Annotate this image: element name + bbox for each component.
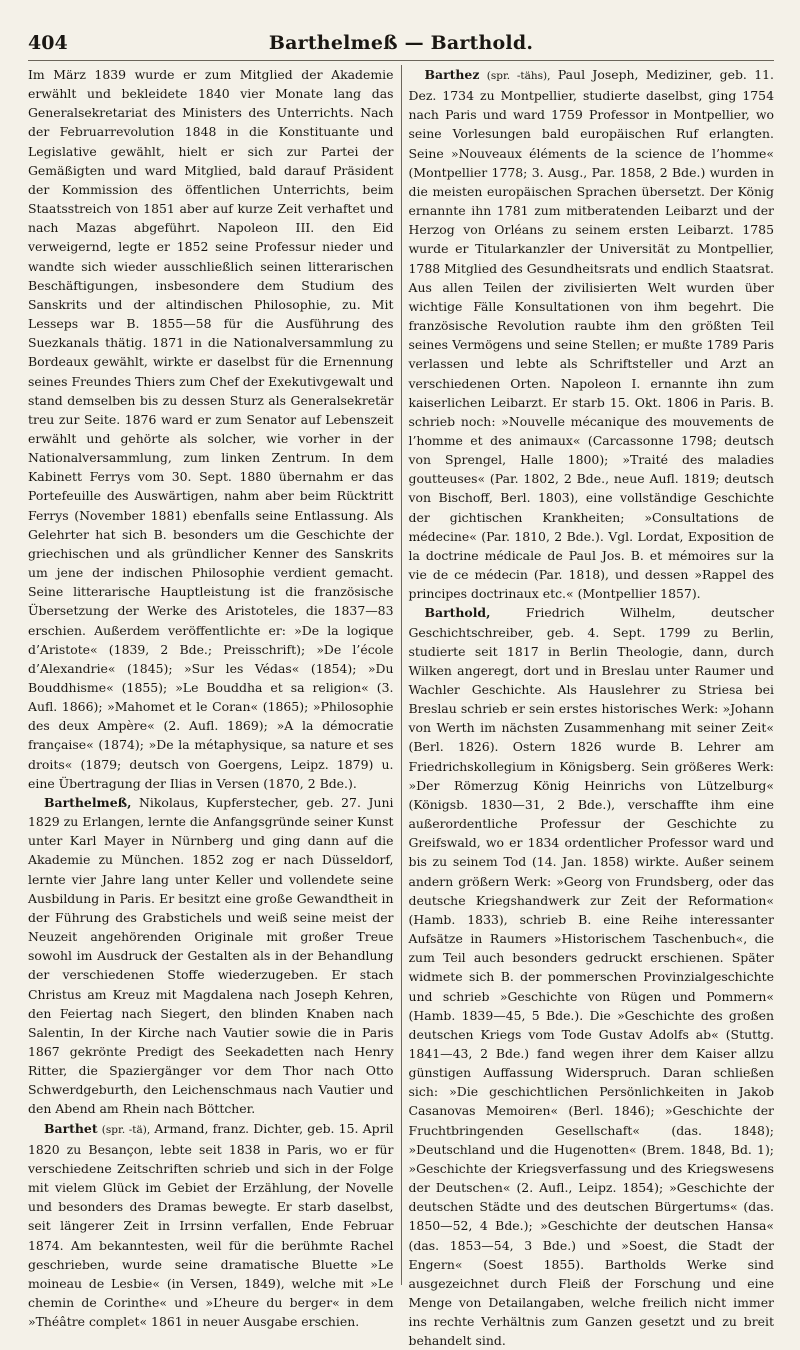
left-column bbox=[28, 65, 394, 1350]
entry-text: Friedrich Wilhelm, deutscher Geschichtschreiber, geb. 4. Sept. 1799 zu Berlin, studierte seit 1817 in Berlin Theologie, dann, durch Wilken angeregt, dort und in Breslau unter Raumer und Wachler Geschichte. Als Hauslehrer zu Striesa bei Breslau schrieb er sein erstes historisches Werk: »Johann von Werth im nächsten Zusammenhang mit seiner Zeit« (Berl. 1826). Ostern 1826 wurde B. Lehrer am Friedrichskollegium in Königsberg. Sein größeres Werk: »Der Römerzug König Heinrichs von Lützelburg« (Königsb. 1830—31, 2 Bde.), verschaffte ihm eine außerordentliche Professur der Geschichte zu Greifswald, wo er 1834 ordentlicher Professor ward und bis zu seinem Tod (14. Jan. 1858) wirkte. Außer seinem andern größern Werk: »Georg von Frundsberg, oder das deutsche Kriegshandwerk zur Zeit der Reformation« (Hamb. 1833), schrieb B. eine Reihe interessanter Aufsätze in Raumers »Historischem Taschenbuch«, die zum Teil auch besonders gedruckt erschienen. Später widmete sich B. der pommerschen Provinzialgeschichte und schrieb »Geschichte von Rügen und Pommern« (Hamb. 1839—45, 5 Bde.). Die »Geschichte des großen deutschen Kriegs vom Tode Gustav Adolfs ab« (Stuttg. 1841—43, 2 Bde.) fand wegen ihrer dem Kaiser allzu günstigen Auffassung Widerspruch. Daran schließen sich: »Die geschichtlichen Persönlichkeiten in Jakob Casanovas Memoiren« (Berl. 1846); »Geschichte der Fruchtbringenden Gesellschaft« (das. 1848); »Deutschland und die Hugenotten« (Brem. 1848, Bd. 1); »Geschichte der Kriegsverfassung und des Kriegswesens der Deutschen« (2. Aufl., Leipz. 1854); »Geschichte der deutschen Städte und des deutschen Bürgertums« (das. 1850—52, 4 Bde.); »Geschichte der deutschen Hansa« (das. 1853—54, 3 Bde.) und »Soest, die Stadt der Engern« (Soest 1855). Bartholds Werke sind ausgezeichnet durch Fleiß der Forschung und eine Menge von Detailangaben, welche freilich nicht immer ins rechte Verhältnis zum Ganzen gesetzt und zu breit behandelt sind. bbox=[408, 605, 774, 1349]
entry-barthez bbox=[409, 65, 775, 603]
headword: Barthez bbox=[424, 67, 480, 82]
entry-text: Im März 1839 wurde er zum Mitglied der Akademie erwählt und bekleidete 1840 vier Monate lang das Generalsekretariat des Ministers des Unterrichts. Nach der Februarrevolution 1848 in die Konstituante und Legislative gewählt, hielt er sich zur Partei der Gemäßigten und ward Mitglied, bald darauf Präsident der Kommission des öffentlichen Unterrichts, beim Staatsstreich von 1851 aber auf kurze Zeit verhaftet und nach Mazas abgeführt. Napoleon III. den Eid verweigernd, legte er 1852 seine Professur nieder und wandte sich wieder ausschließlich seinen litterarischen Beschäftigungen, insbesondere dem Studium des Sanskrits und der altindischen Philosophie, zu. Mit Lesseps war B. 1855—58 für die Ausführung des Suezkanals thätig. 1871 in die Nationalversammlung zu Bordeaux gewählt, wirkte er daselbst für die Ernennung seines Freundes Thiers zum Chef der Exekutivgewalt und stand demselben bis zu dessen Sturz als Generalsekretär treu zur Seite. 1876 ward er zum Senator auf Lebenszeit erwählt und gehörte als solcher, wie vorher in der Nationalversammlung, zum linken Zentrum. In dem Kabinett Ferrys vom 30. Sept. 1880 übernahm er das Portefeuille des Auswärtigen, nahm aber beim Rücktritt Ferrys (November 1881) ebenfalls seine Entlassung. Als Gelehrter hat sich B. besonders um die Geschichte der griechischen und als gründlicher Kenner des Sanskrits um jene der indischen Philosophie verdient gemacht. Seine litterarische Hauptleistung ist die französische Übersetzung der Werke des Aristoteles, die 1837—83 erschien. Außerdem veröffentlichte er: »De la logique d’Aristote« (1839, 2 Bde.; Preisschrift); »De l’école d’Alexandrie« (1845); »Sur les Védas« (1854); »Du Bouddhisme« (1855); »Le Bouddha et sa religion« (3. Aufl. 1866); »Mahomet et le Coran« (1865); »Philosophie des deux Ampère« (2. Aufl. 1869); »A la démocratie française« (1874); »De la métaphysique, sa nature et ses droits« (1879; deutsch von Goergens, Leipz. 1879) u. eine Übertragung der Ilias in Versen (1870, 2 Bde.). bbox=[28, 67, 394, 791]
entry-continuation bbox=[28, 65, 394, 793]
headword: Barthelmeß, bbox=[44, 794, 132, 810]
entry-text: Nikolaus, Kupferstecher, geb. 27. Juni 1829 zu Erlangen, lernte die Anfangsgründe seiner Kunst unter Karl Mayer in Nürnberg und ging dann auf die Akademie zu München. 1852 zog er nach Düsseldorf, lernte vier Jahre lang unter Keller und vollendete seine Ausbildung in Paris. Er besitzt eine große Gewandtheit in der Führung des Grabstichels und weiß seine meist der Neuzeit angehörenden Originale mit großer Treue sowohl im Ausdruck der Gestalten als in der Behandlung der verschiedenen Stoffe wiederzugeben. Er stach Christus am Kreuz mit Magdalena nach Joseph Kehren, den Feiertag nach Siegert, den blinden Knaben nach Salentin, In der Kirche nach Vautier sowie die in Paris 1867 gekrönte Predigt des Seekadetten nach Henry Ritter, die Spaziergänger vor dem Thor nach Otto Schwerdgeburth, den Leichenschmaus nach Vautier und den Abend am Rhein nach Böttcher. bbox=[28, 794, 394, 1117]
right-column bbox=[409, 65, 775, 1350]
column-divider bbox=[401, 65, 402, 1285]
entry-barthelmess bbox=[28, 793, 394, 1119]
headword: Barthet bbox=[44, 1120, 98, 1136]
page-header bbox=[28, 30, 774, 61]
pronunciation: (spr. -tähs), bbox=[486, 70, 551, 82]
entry-barthold bbox=[409, 603, 775, 1350]
text-columns bbox=[28, 65, 774, 1350]
entry-barthet bbox=[28, 1119, 394, 1332]
entry-text: Armand, franz. Dichter, geb. 15. April 1820 zu Besançon, lebte seit 1838 in Paris, wo er für verschiedene Zeitschriften schrieb und sich in der Folge mit vielem Glück im Gebiet der Erzählung, der Novelle und besonders des Dramas bewegte. Er starb daselbst, seit längerer Zeit in Irrsinn verfallen, Ende Februar 1874. Am bekanntesten, weil für die berühmte Rachel geschrieben, wurde seine dramatische Bluette »Le moineau de Lesbie« (in Versen, 1849), welche mit »Le chemin de Corinthe« und »L’heure du berger« in dem »Théâtre complet« 1861 in neuer Ausgabe erschien. bbox=[28, 1120, 394, 1330]
page-number: 404 bbox=[28, 32, 68, 54]
running-head: Barthelmeß — Barthold. bbox=[268, 32, 534, 54]
entry-text: Paul Joseph, Mediziner, geb. 11. Dez. 1734 zu Montpellier, studierte daselbst, ging 1754 nach Paris und ward 1759 Professor in Montpellier, wo seine Vorlesungen bald europäischen Ruf erlangten. Seine »Nouveaux éléments de la science de l’homme« (Montpellier 1778; 3. Ausg., Par. 1858, 2 Bde.) wurden in die meisten europäischen Sprachen übersetzt. Der König ernannte ihn 1781 zum mitberatenden Leibarzt und der Herzog von Orléans zu seinem ersten Leibarzt. 1785 wurde er Titularkanzler der Universität zu Montpellier, 1788 Mitglied des Gesundheitsrats und endlich Staatsrat. Aus allen Teilen der zivilisierten Welt wurden über wichtige Fälle Konsultationen von ihm begehrt. Die französische Revolution raubte ihm den größten Teil seines Vermögens und seine Stellen; er mußte 1789 Paris verlassen und lebte als Schriftsteller und Arzt an verschiedenen Orten. Napoleon I. ernannte ihn zum kaiserlichen Leibarzt. Er starb 15. Okt. 1806 in Paris. B. schrieb noch: »Nouvelle mécanique des mouvements de l’homme et des animaux« (Carcassonne 1798; deutsch von Sprengel, Halle 1800); »Traité des maladies goutteuses« (Par. 1802, 2 Bde., neue Aufl. 1819; deutsch von Bischoff, Berl. 1803), eine vollständige Geschichte der gichtischen Krankheiten; »Consultations de médecine« (Par. 1810, 2 Bde.). Vgl. Lordat, Exposition de la doctrine médicale de Paul Jos. B. et mémoires sur la vie de ce médecin (Par. 1818), und dessen »Rappel des principes doctrinaux etc.« (Montpellier 1857). bbox=[408, 67, 774, 602]
headword: Barthold, bbox=[424, 605, 491, 621]
pronunciation: (spr. -tä), bbox=[101, 1123, 151, 1136]
